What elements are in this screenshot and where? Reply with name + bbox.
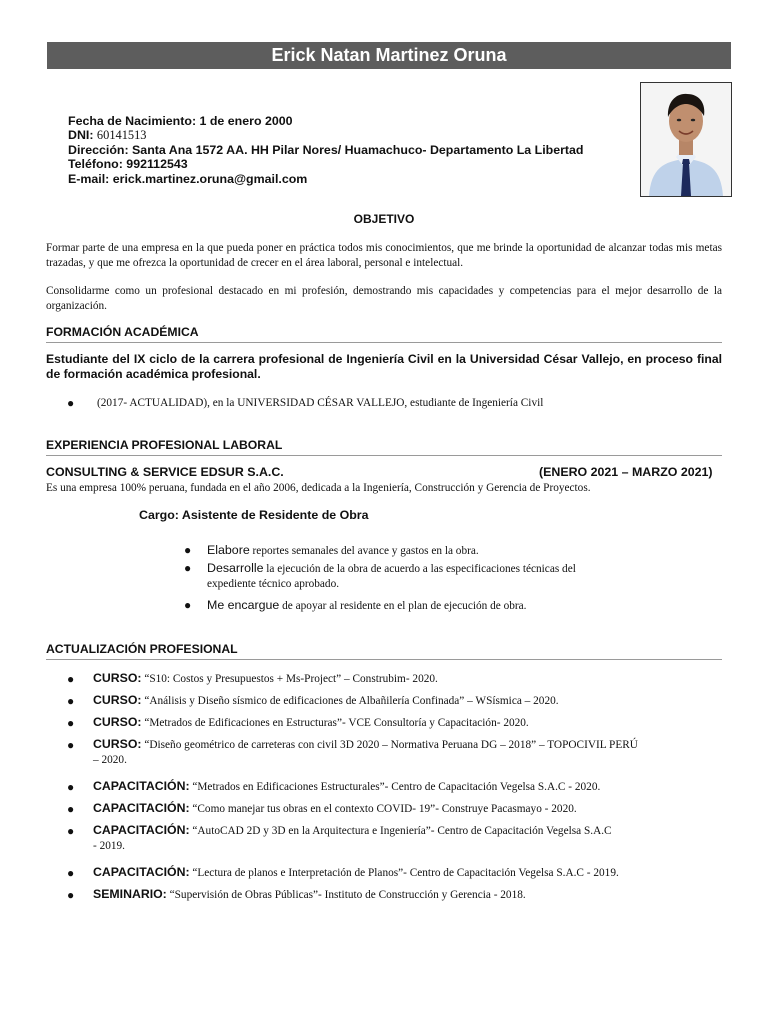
phone-value: 992112543: [126, 157, 188, 172]
bullet-icon: ●: [67, 716, 75, 730]
task-text: reportes semanales del avance y gastos en la obra.: [249, 545, 479, 557]
update-text: “AutoCAD 2D y 3D en la Arquitectura e Ingeniería”- Centro de Capacitación Vegelsa S.A.C: [189, 825, 612, 837]
update-item: [93, 737, 733, 767]
update-text: “Metrados de Edificaciones en Estructuras”- VCE Consultoría y Capacitación- 2020.: [141, 717, 529, 729]
update-text: “Diseño geométrico de carreteras con civil 3D 2020 – Normativa Peruana DG – 2018” – TOPOCIVIL PERÚ: [141, 739, 638, 751]
bullet-icon: ●: [67, 866, 75, 880]
update-label: CURSO:: [93, 671, 142, 685]
update-label: SEMINARIO:: [93, 887, 167, 901]
task-verb: Elabore: [207, 543, 250, 557]
address-value: Santa Ana 1572 AA. HH Pilar Nores/ Huamachuco- Departamento La Libertad: [132, 142, 584, 157]
update-item: [93, 715, 529, 731]
email-value[interactable]: erick.martinez.oruna@gmail.com: [112, 171, 308, 186]
task-verb: Me encargue: [207, 598, 280, 612]
objective-title: OBJETIVO: [353, 212, 415, 226]
bullet-icon: ●: [184, 598, 192, 612]
update-text-continued: – 2020.: [93, 753, 127, 766]
education-item: (2017- ACTUALIDAD), en la UNIVERSIDAD CÉSAR VALLEJO, estudiante de Ingeniería Civil: [97, 397, 544, 409]
birth-date-label: Fecha de Nacimiento:: [68, 114, 197, 128]
job-role: Cargo: Asistente de Residente de Obra: [139, 508, 369, 522]
bullet-icon: ●: [67, 888, 75, 902]
bullet-icon: ●: [184, 543, 192, 557]
experience-dates: (ENERO 2021 – MARZO 2021): [539, 465, 713, 479]
profile-photo: [640, 82, 732, 197]
bullet-icon: ●: [184, 561, 192, 575]
update-item: [93, 693, 559, 709]
bullet-icon: ●: [67, 738, 75, 752]
update-label: CURSO:: [93, 737, 142, 751]
update-item: [93, 865, 619, 881]
dni-label: DNI:: [68, 128, 94, 143]
company-name: CONSULTING & SERVICE EDSUR S.A.C.: [46, 465, 284, 479]
email-line: [68, 172, 584, 186]
person-portrait-icon: [641, 83, 731, 196]
update-item: [93, 887, 526, 903]
birth-date-value: 1 de enero 2000: [199, 114, 293, 128]
bullet-icon: ●: [67, 396, 75, 410]
task-text: la ejecución de la obra de acuerdo a las especificaciones técnicas del: [263, 563, 576, 575]
phone-line: [68, 157, 584, 171]
birth-date-line: [68, 114, 584, 128]
bullet-icon: ●: [67, 694, 75, 708]
update-label: CAPACITACIÓN:: [93, 865, 190, 879]
update-text: “Como manejar tus obras en el contexto COVID- 19”- Construye Pacasmayo - 2020.: [189, 803, 577, 815]
bullet-icon: ●: [67, 780, 75, 794]
update-item: [93, 671, 438, 687]
update-text: “S10: Costos y Presupuestos + Ms-Project” – Construbim- 2020.: [141, 673, 438, 685]
address-label: Dirección:: [68, 142, 129, 157]
bullet-icon: ●: [67, 672, 75, 686]
task-item: [207, 561, 667, 591]
update-item: [93, 823, 733, 853]
dni-value: 60141513: [96, 128, 147, 143]
update-label: CAPACITACIÓN:: [93, 823, 190, 837]
updates-section-title: ACTUALIZACIÓN PROFESIONAL: [46, 642, 722, 660]
update-label: CURSO:: [93, 693, 142, 707]
update-text-continued: - 2019.: [93, 839, 126, 852]
update-text: “Análisis y Diseño sísmico de edificaciones de Albañilería Confinada” – WSísmica – 2020.: [141, 695, 559, 707]
company-description: Es una empresa 100% peruana, fundada en el año 2006, dedicada a la Ingeniería, Construcción y Gerencia de Proyectos.: [46, 482, 591, 494]
update-label: CAPACITACIÓN:: [93, 801, 190, 815]
contact-info: [68, 114, 584, 186]
task-verb: Desarrolle: [207, 561, 264, 575]
address-line: [68, 143, 584, 157]
update-label: CURSO:: [93, 715, 142, 729]
objective-paragraph-1: Formar parte de una empresa en la que pueda poner en práctica todos mis conocimientos, que me brinde la oportunidad de alcanzar todas mis metas trazadas, y que me ofrezca la oportunidad de crecer en el área laboral, personal e intelectual.: [46, 242, 722, 269]
task-item: [207, 598, 527, 614]
email-label: E-mail:: [68, 171, 110, 186]
update-label: CAPACITACIÓN:: [93, 779, 190, 793]
update-item: [93, 801, 577, 817]
task-text-continued: expediente técnico aprobado.: [207, 577, 340, 590]
name-header: Erick Natan Martinez Oruna: [47, 42, 731, 69]
bullet-icon: ●: [67, 802, 75, 816]
experience-section-title: EXPERIENCIA PROFESIONAL LABORAL: [46, 438, 722, 456]
update-text: “Metrados en Edificaciones Estructurales”- Centro de Capacitación Vegelsa S.A.C - 2020.: [189, 781, 601, 793]
education-section-title: FORMACIÓN ACADÉMICA: [46, 325, 722, 343]
objective-paragraph-2: Consolidarme como un profesional destacado en mi profesión, demostrando mis capacidades y competencias para el mejor desarrollo de la organización.: [46, 285, 722, 312]
phone-label: Teléfono:: [68, 157, 123, 172]
task-item: [207, 543, 479, 559]
update-item: [93, 779, 600, 795]
dni-line: [68, 128, 584, 142]
update-text: “Supervisión de Obras Públicas”- Instituto de Construcción y Gerencia - 2018.: [166, 889, 526, 901]
education-summary: Estudiante del IX ciclo de la carrera profesional de Ingeniería Civil en la Universidad César Vallejo, en proceso final de formación académica profesional.: [46, 352, 722, 381]
task-text: de apoyar al residente en el plan de ejecución de obra.: [279, 600, 527, 612]
update-text: “Lectura de planos e Interpretación de Planos”- Centro de Capacitación Vegelsa S.A.C - 2019.: [189, 867, 619, 879]
bullet-icon: ●: [67, 824, 75, 838]
